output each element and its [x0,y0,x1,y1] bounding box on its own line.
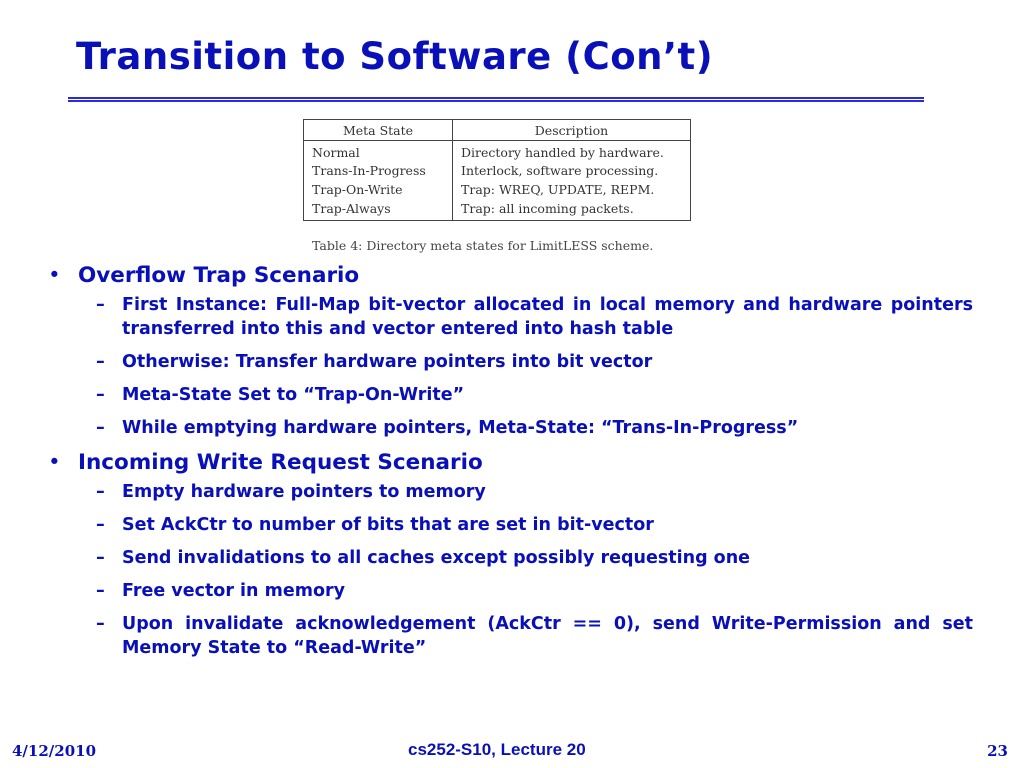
table-header-description: Description [453,120,691,141]
title-rule [68,97,924,102]
dash-marker: – [96,352,105,372]
footer-course: cs252-S10, Lecture 20 [408,740,586,759]
sub-item-text: Free vector in memory [122,581,346,601]
bullet-list [48,262,973,669]
table-cell-description: Directory handled by hardware. [461,144,664,160]
overflow-trap-subitems [48,293,973,440]
dash-marker: – [96,581,105,601]
table-caption: Table 4: Directory meta states for LimitLESS scheme. [312,238,654,254]
table-cell-description: Trap: all incoming packets. [461,200,634,216]
dash-marker: – [96,418,105,438]
sub-item-text: Upon invalidate acknowledgement (AckCtr == 0), send Write-Permission and set Memory State to “Read-Write” [122,614,973,658]
footer-date: 4/12/2010 [12,742,97,760]
list-item [48,513,973,537]
bullet-marker: • [48,450,61,475]
dash-marker: – [96,482,105,502]
meta-state-table [303,119,691,221]
bullet-text: Overflow Trap Scenario [78,263,360,288]
sub-item-text: Otherwise: Transfer hardware pointers into bit vector [122,352,653,372]
incoming-write-subitems [48,480,973,660]
table-cell-state: Normal [304,141,453,162]
sub-item-text: Set AckCtr to number of bits that are set in bit-vector [122,515,654,535]
table-cell-description: Trap: WREQ, UPDATE, REPM. [461,181,655,197]
table-header-meta-state: Meta State [304,120,453,141]
table-row [304,199,691,221]
list-item [48,293,973,341]
bullet-text: Incoming Write Request Scenario [78,450,483,475]
table-cell-state: Trans-In-Progress [304,162,453,181]
sub-item-text: While emptying hardware pointers, Meta-State: “Trans-In-Progress” [122,418,799,438]
sub-item-text: First Instance: Full-Map bit-vector allocated in local memory and hardware pointers transferred into this and vector entered into hash table [122,295,973,339]
dash-marker: – [96,548,105,568]
table-cell-description: Interlock, software processing. [461,163,659,179]
bullet-marker: • [48,263,61,288]
table-row [304,180,691,199]
meta-state-figure [303,119,691,253]
sub-item-text: Meta-State Set to “Trap-On-Write” [122,385,465,405]
bullet-incoming-write [48,449,973,477]
table-row [304,162,691,181]
list-item [48,480,973,504]
list-item [48,416,973,440]
table-row [304,141,691,162]
sub-item-text: Send invalidations to all caches except possibly requesting one [122,548,751,568]
dash-marker: – [96,295,105,315]
sub-item-text: Empty hardware pointers to memory [122,482,486,502]
dash-marker: – [96,614,105,634]
list-item [48,612,973,660]
table-header-row [304,120,691,141]
slide-title: Transition to Software (Con’t) [76,35,714,78]
dash-marker: – [96,385,105,405]
dash-marker: – [96,515,105,535]
list-item [48,350,973,374]
table-cell-state: Trap-Always [304,199,453,221]
page-number: 23 [987,742,1008,760]
list-item [48,546,973,570]
bullet-overflow-trap [48,262,973,290]
table-cell-state: Trap-On-Write [304,180,453,199]
list-item [48,383,973,407]
list-item [48,579,973,603]
